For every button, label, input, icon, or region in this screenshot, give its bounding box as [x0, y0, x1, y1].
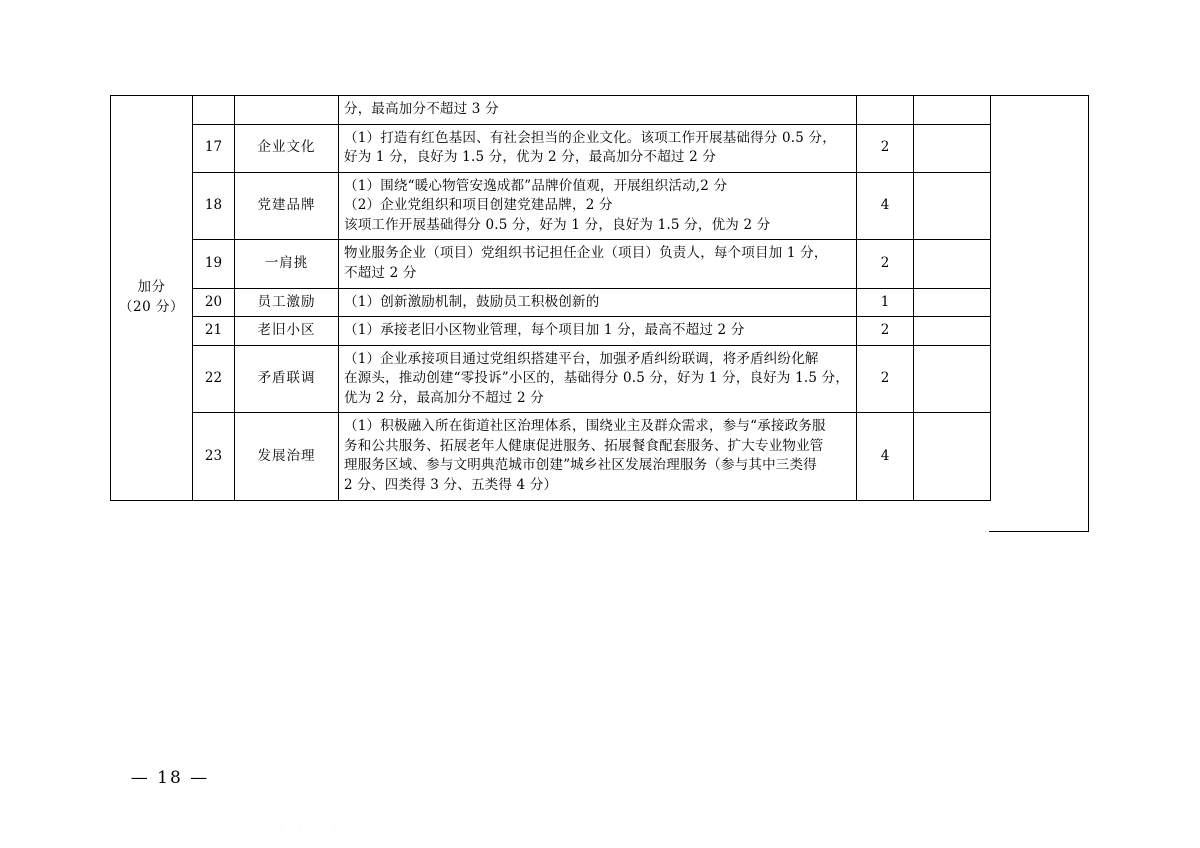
row-self-score	[914, 172, 991, 240]
row-number	[193, 96, 235, 125]
row-description	[339, 288, 857, 317]
row-description	[339, 413, 857, 500]
row-number: 19	[193, 240, 235, 288]
row-self-score	[914, 345, 991, 413]
row-self-score	[914, 96, 991, 125]
row-description	[339, 96, 857, 125]
row-description	[339, 240, 857, 288]
row-self-score	[914, 288, 991, 317]
row-item: 企业文化	[235, 124, 339, 172]
footer-mark: · · · ·	[280, 826, 343, 836]
row-description	[339, 317, 857, 346]
row-score: 2	[857, 240, 914, 288]
table-row	[111, 96, 991, 125]
row-score: 4	[857, 413, 914, 500]
description-line: 不超过 2 分	[344, 264, 417, 281]
description-line: 2 分、四类得 3 分、五类得 4 分）	[344, 477, 558, 493]
description-line: 该项工作开展基础得分 0.5 分，好为 1 分，良好为 1.5 分，优为 2 分	[344, 216, 771, 233]
row-number: 17	[193, 124, 235, 172]
table-row	[111, 413, 991, 500]
description-line: （1）积极融入所在街道社区治理体系，围绕业主及群众需求，参与“承接政务服	[344, 418, 826, 435]
category-label-line1: 加分	[137, 279, 166, 296]
description-line: （2）企业党组织和项目创建党建品牌，2 分	[344, 197, 613, 214]
row-item: 发展治理	[235, 413, 339, 500]
row-self-score	[914, 413, 991, 500]
row-score: 4	[857, 172, 914, 240]
description-line: 优为 2 分，最高加分不超过 2 分	[344, 389, 544, 406]
table-row	[111, 240, 991, 288]
row-number: 20	[193, 288, 235, 317]
table-row	[111, 124, 991, 172]
row-item	[235, 96, 339, 125]
page-number: — 18 —	[130, 768, 210, 788]
row-score: 2	[857, 345, 914, 413]
row-number: 21	[193, 317, 235, 346]
row-self-score	[914, 240, 991, 288]
description-line: 理服务区域、参与文明典范城市创建”城乡社区发展治理服务（参与其中三类得	[344, 457, 817, 474]
row-item: 员工激励	[235, 288, 339, 317]
row-score: 2	[857, 124, 914, 172]
description-line: 好为 1 分，良好为 1.5 分，优为 2 分，最高加分不超过 2 分	[344, 149, 717, 166]
row-item: 一肩挑	[235, 240, 339, 288]
row-score	[857, 96, 914, 125]
row-score: 2	[857, 317, 914, 346]
remarks-column	[989, 95, 1089, 532]
row-number: 22	[193, 345, 235, 413]
description-line: （1）打造有红色基因、有社会担当的企业文化。该项工作开展基础得分 0.5 分，	[344, 129, 836, 146]
description-line: （1）承接老旧小区物业管理，每个项目加 1 分，最高不超过 2 分	[344, 322, 745, 339]
table-row	[111, 317, 991, 346]
row-number: 18	[193, 172, 235, 240]
row-number: 23	[193, 413, 235, 500]
category-cell	[111, 96, 193, 501]
row-description	[339, 124, 857, 172]
row-description	[339, 345, 857, 413]
row-item: 矛盾联调	[235, 345, 339, 413]
description-line: （1）企业承接项目通过党组织搭建平台，加强矛盾纠纷联调，将矛盾纠纷化解	[344, 350, 819, 367]
table-row	[111, 345, 991, 413]
description-line: 物业服务企业（项目）党组织书记担任企业（项目）负责人，每个项目加 1 分，	[344, 245, 828, 262]
row-item: 党建品牌	[235, 172, 339, 240]
description-line: （1）围绕“暖心物管安逸成都”品牌价值观，开展组织活动,2 分	[344, 177, 728, 194]
row-item: 老旧小区	[235, 317, 339, 346]
row-description	[339, 172, 857, 240]
row-score: 1	[857, 288, 914, 317]
scoring-table	[110, 95, 991, 501]
table-row	[111, 288, 991, 317]
category-label-line2: （20 分）	[119, 298, 184, 315]
table-body	[111, 96, 991, 501]
description-line: 分，最高加分不超过 3 分	[344, 101, 499, 117]
description-line: 在源头，推动创建“零投诉”小区的，基础得分 0.5 分，好为 1 分，良好为 1.5 分，	[344, 370, 850, 387]
table-row	[111, 172, 991, 240]
row-self-score	[914, 317, 991, 346]
description-line: （1）创新激励机制，鼓励员工积极创新的	[344, 293, 600, 310]
row-self-score	[914, 124, 991, 172]
description-line: 务和公共服务、拓展老年人健康促进服务、拓展餐食配套服务、扩大专业物业管	[344, 437, 824, 454]
